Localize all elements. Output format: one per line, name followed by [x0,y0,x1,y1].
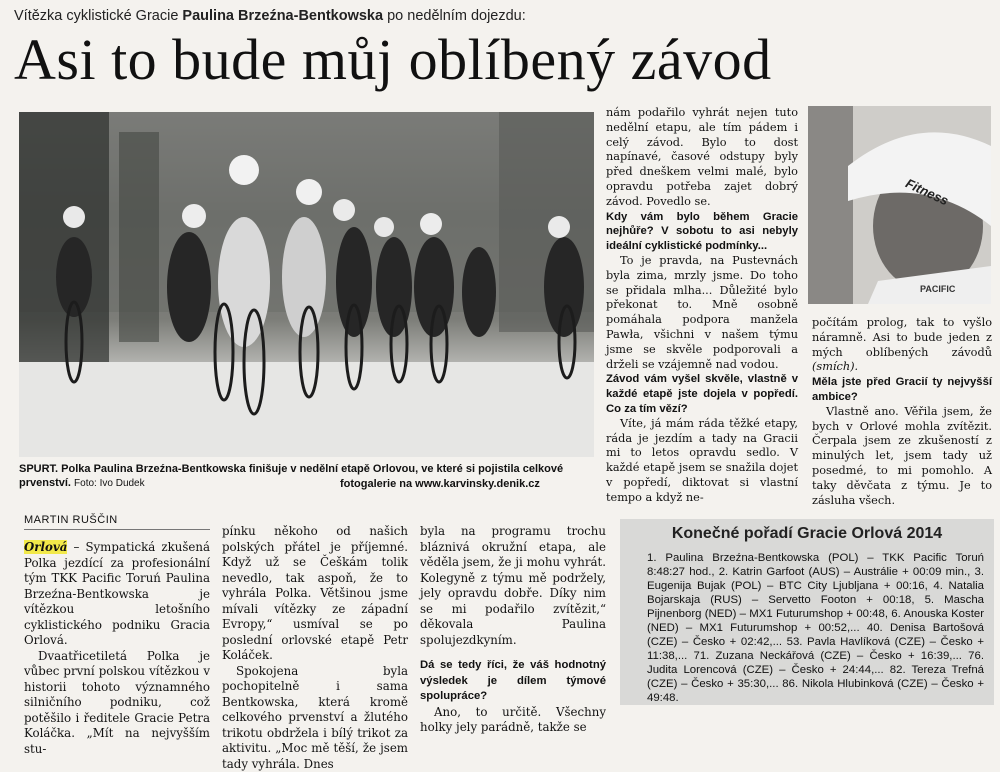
col2-paragraph-1: pínku někoho od našich polských přátel je příjemné. Když už se Češkám tolik nevedlo, tak aspoň, že to vyhrála Polka. Většinou jsme mívali vítězky ze západní Evropy,“ usmíval se po poslední orlovské etapě Petr Koláček. [222,524,408,664]
kicker-name: Paulina Brzeźna-Bentkowska [182,8,383,24]
article-column-1 [24,540,210,757]
results-box [620,519,994,705]
results-text: 1. Paulina Brzeźna-Bentkowska (POL) – TKK Pacific Toruń 8:48:27 hod., 2. Katrin Garfoot (AUS) – Austrálie + 00:09 min., 3. Eugenija Bujak (POL) – BTC City Ljubljana + 00:16, 4. Natalia Bojarskaja (RUS) – Servetto Footon + 00:18, 5. Mascha Pijnenborg (NED) – MX1 Futurumshop + 00:48, 6. Anouska Koster (NED) – MX1 Futurumshop + 00:52,... 40. Denisa Bartošová (CZE) – Česko + 02:42,... 53. Pavla Havlíková (CZE) – Česko + 11:38,... 71. Zuzana Neckářová (CZE) – Česko + 16:39,... 76. Judita Lorencová (CZE) – Česko + 24:44,... 82. Tereza Trefná (CZE) – Česko + 35:30,... 86. Nikola Hlubinková (CZE) – Česko + 49:48. [647,551,984,705]
portrait-illustration [808,106,991,304]
col4-answer-2: Víte, já mám ráda těžké etapy, ráda je jezdím a tady na Gracii mi to letos opravdu sedlo. V každé etapě jsem se snažila dojet v popředí, diktovat si vlastní tempo a když ne- [606,417,798,506]
byline: MARTIN RUŠČIN [24,514,118,526]
article-column-4 [606,106,798,506]
col4-paragraph-1: nám podařilo vyhrát nejen tuto nedělní etapu, ale tím pádem i celý závod. Bylo to dost napínavé, časové odstupy byly před dneškem velmi malé, bylo opravdu potřeba zajet dobrý závod. Povedlo se. [606,106,798,210]
photo-caption [19,462,599,491]
kicker-prefix: Vítězka cyklistické Gracie [14,8,178,24]
byline-rule [24,529,210,530]
headline: Asi to bude můj oblíbený závod [14,28,772,92]
col1-paragraph-1: – Sympatická zkušená Polka jezdící za profesionální tým TKK Pacific Toruń Paulina Brzeźna-Bentkowska je vítězkou letošního cyklistického podniku Gracia Orlová. [24,540,210,647]
col3-paragraph-1: byla na programu trochu bláznivá okružní etapa, ale věděla jsem, že ji mohu vyhrát. Kolegyně z týmu mě podržely, jely opravdu dobře. Díky nim se mi podařilo zvítězit,“ děkovala Paulina spolujezdkyním. [420,524,606,648]
col3-question-1: Dá se tedy říci, že váš hodnotný výsledek je dílem týmové spolupráce? [420,658,606,705]
portrait-photo [808,106,991,304]
article-column-2 [222,524,408,772]
results-title: Konečné pořadí Gracie Orlová 2014 [620,525,994,543]
col5-question-1: Měla jste před Gracií ty nejvyšší ambice? [812,375,992,405]
col1-paragraph-2: Dvaatřicetiletá Polka je vůbec první polskou vítězkou v historii tohoto významného silničního podniku, což potěšilo i ředitele Gracie Petra Koláčka. „Mít na nejvyšším stu- [24,649,210,758]
caption-credit: Foto: Ivo Dudek [74,478,145,489]
col5-smich: (smích). [812,360,858,373]
cap-brand-text: Fitness [903,175,951,208]
col3-answer-1: Ano, to určitě. Všechny holky jely parádně, takže se [420,705,606,736]
article-column-5 [812,316,992,508]
sprint-photo [19,112,594,457]
col2-paragraph-2: Spokojena byla pochopitelně i sama Bentkowska, která kromě celkového prvenství a žlutého trikotu obdržela i bílý trikot za aktivitu. „Moc mě těší, že jsem tady vyhrála. Dnes [222,664,408,772]
col5-answer-1: Vlastně ano. Věřila jsem, že bych v Orlové mohla zvítězit. Čerpala jsem ze zkušeností z minulých let, jsem tady už posedmé, to mi pomohlo. A taky děvčata z týmu. Je to zásluha všech. [812,405,992,509]
col4-answer-1: To je pravda, na Pustevnách byla zima, mrzly jsme. Do toho se přidala mlha... Důležité bylo překonat to. Mně osobně pomáhala podpora manžela Pawła, všichni v našem týmu jsme se skvěle podporovali a drželi se vzájemně nad vodou. [606,254,798,372]
col5-paragraph-1: počítám prolog, tak to vyšlo náramně. Asi to bude jeden z mých oblíbených závodů [812,316,992,359]
gallery-link[interactable]: fotogalerie na www.karvinsky.denik.cz [340,477,540,491]
dateline: Orlová [24,540,67,554]
caption-text: SPURT. Polka Paulina Brzeźna-Bentkowska finišuje v nedělní etapě Orlovou, ve které si pojistila celkové prvenství. [19,463,563,489]
kicker [14,8,526,24]
collar-brand-text: PACIFIC [920,284,956,294]
col4-question-2: Závod vám vyšel skvěle, vlastně v každé etapě jste dojela v popředí. Co za tím vězí? [606,372,798,416]
article-column-3 [420,524,606,736]
cyclists-illustration [19,112,594,457]
kicker-suffix: po nedělním dojezdu: [387,8,526,24]
col4-question-1: Kdy vám bylo během Gracie nejhůře? V sobotu to asi nebyly ideální cyklistické podmínky... [606,210,798,254]
